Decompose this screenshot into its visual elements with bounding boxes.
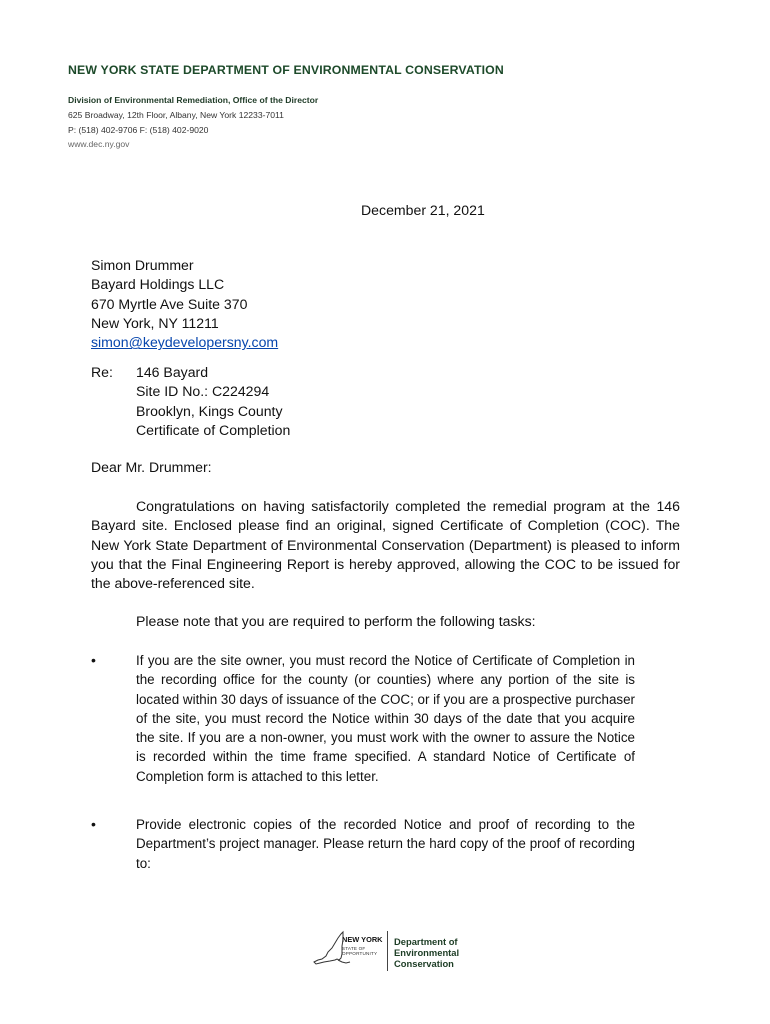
body-paragraph [91, 497, 680, 593]
bullet-item-electronic-copies: Provide electronic copies of the recorded Notice and proof of recording to the Department’s project manager. Please return the hard copy of the proof of recording to: [136, 817, 635, 871]
paragraph-text: Congratulations on having satisfactorily completed the remedial program at the 146 Bayard site. Enclosed please find an original, signed Certificate of Completion (COC). The New York State Department of Environmental Conservation (Department) is pleased to inform you that the Final Engineering Report is hereby approved, allowing the COC to be issued for the above-referenced site. [91, 498, 680, 592]
state-logo-subtitle: STATE OF [342, 946, 366, 951]
letter-date: December 21, 2021 [361, 202, 485, 218]
bullet-item-record-notice: If you are the site owner, you must record the Notice of Certificate of Completion in the recording office for the county (or counties) where any portion of the site is located within 30 days of issuance of the COC; or if you are a prospective purchaser of the site, you must record the Notice within 30 days of the date that you acquire the site. If you are a non-owner, you must work with the owner to assure the Notice is recorded within the time frame specified. A standard Notice of Certificate of Completion form is attached to this letter. [136, 653, 635, 784]
agency-address: 625 Broadway, 12th Floor, Albany, New York 12233-7011 [68, 110, 284, 120]
recipient-street: 670 Myrtle Ave Suite 370 [91, 295, 248, 312]
recipient-city: New York, NY 11211 [91, 314, 219, 331]
division-line: Division of Environmental Remediation, Office of the Director [68, 95, 319, 105]
state-logo-subtitle: OPPORTUNITY [342, 951, 378, 956]
state-logo-title: NEW YORK [342, 935, 383, 944]
recipient-address-block [91, 256, 278, 352]
dept-logo-line: Conservation [394, 958, 454, 969]
dept-logo-line: Department of [394, 936, 458, 947]
re-line: Brooklyn, Kings County [136, 402, 283, 419]
recipient-email-link[interactable]: simon@keydevelopersny.com [91, 334, 279, 351]
bullet-marker: • [91, 652, 96, 668]
recipient-company: Bayard Holdings LLC [91, 276, 225, 293]
re-line: 146 Bayard [136, 364, 209, 380]
agency-title: NEW YORK STATE DEPARTMENT OF ENVIRONMENTAL CONSERVATION [68, 63, 504, 77]
dept-logo-line: Environmental [394, 947, 460, 958]
tasks-intro: Please note that you are required to perform the following tasks: [136, 613, 536, 629]
re-block [136, 363, 290, 440]
agency-phone: P: (518) 402-9706 F: (518) 402-9020 [68, 125, 209, 135]
re-line: Site ID No.: C224294 [136, 383, 270, 400]
re-label: Re: [91, 364, 113, 380]
agency-website[interactable]: www.dec.ny.gov [68, 139, 130, 149]
bullet-marker: • [91, 816, 96, 832]
logo-divider [387, 931, 388, 971]
re-line: Certificate of Completion [136, 421, 291, 438]
recipient-name: Simon Drummer [91, 257, 194, 273]
salutation: Dear Mr. Drummer: [91, 459, 212, 475]
